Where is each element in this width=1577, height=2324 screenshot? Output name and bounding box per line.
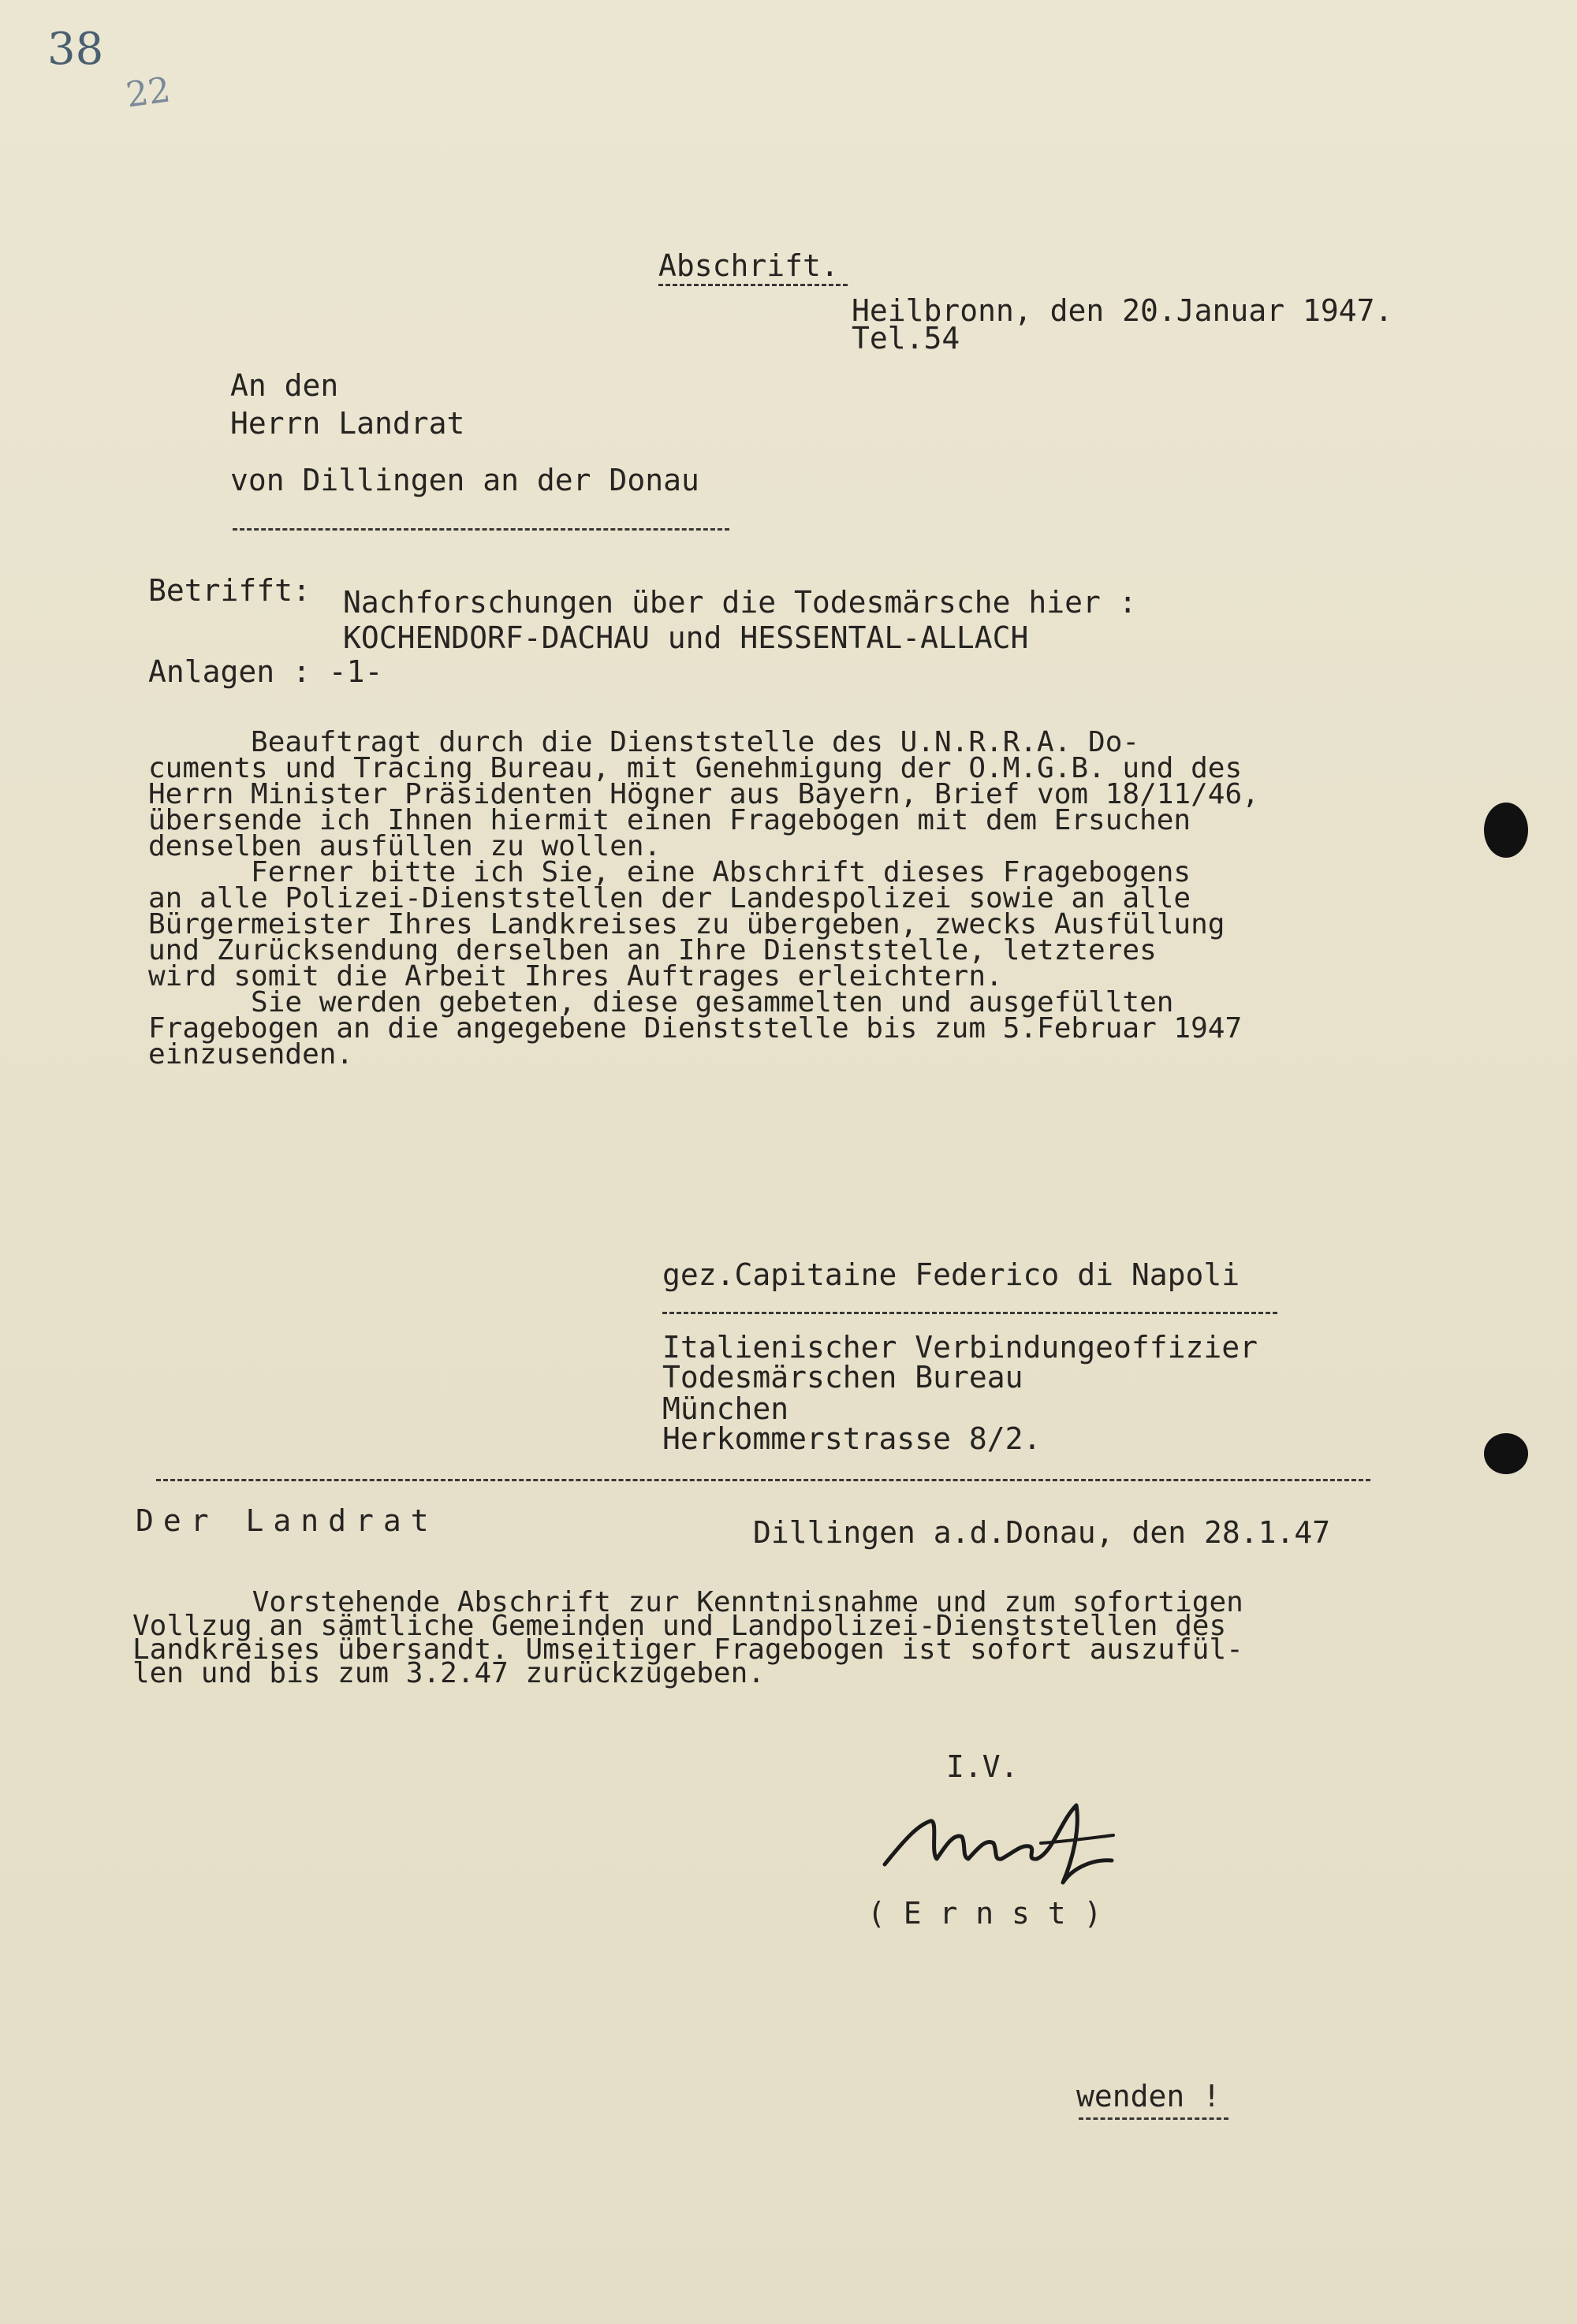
body-line: wird somit die Arbeit Ihres Auftrages erleichtern. bbox=[148, 960, 1003, 993]
section-separator bbox=[156, 1479, 1370, 1481]
body-line: Landkreises übersandt. Umseitiger Fragebogen ist sofort auszufül- bbox=[132, 1633, 1243, 1666]
pencil-mark-annotation: 22 bbox=[123, 69, 173, 116]
letter1-body bbox=[148, 726, 1410, 1071]
signature-line: gez.Capitaine Federico di Napoli bbox=[662, 1257, 1240, 1292]
turn-over-underline bbox=[1079, 2117, 1228, 2120]
recipient-line-2: Herrn Landrat bbox=[230, 406, 465, 441]
body-line: Sie werden gebeten, diese gesammelten und ausgefüllten bbox=[148, 986, 1174, 1019]
sender-title-1: Italienischer Verbindungeoffizier bbox=[662, 1330, 1258, 1365]
body-line: einzusenden. bbox=[148, 1038, 354, 1071]
body-line: Vorstehende Abschrift zur Kenntnisnahme und zum sofortigen bbox=[132, 1586, 1243, 1618]
signatory-name: ( E r n s t ) bbox=[867, 1896, 1102, 1931]
sender-title-2: Todesmärschen Bureau bbox=[662, 1360, 1023, 1395]
body-line: denselben ausfüllen zu wollen. bbox=[148, 830, 662, 862]
letter2-body bbox=[132, 1586, 1426, 1689]
document-heading: Abschrift. bbox=[658, 248, 839, 283]
telephone: Tel.54 bbox=[852, 321, 960, 356]
subject-line-1: Nachforschungen über die Todesmärsche hier : bbox=[343, 585, 1137, 620]
body-line: Bürgermeister Ihres Landkreises zu übergeben, zwecks Ausfüllung bbox=[148, 908, 1225, 940]
body-line: an alle Polizei-Dienststellen der Landespolizei sowie an alle bbox=[148, 882, 1191, 914]
body-line: übersende ich Ihnen hiermit einen Fragebogen mit dem Ersuchen bbox=[148, 804, 1191, 836]
heading-underline bbox=[658, 284, 848, 286]
body-line: und Zurücksendung derselben an Ihre Dienststelle, letzteres bbox=[148, 934, 1157, 966]
body-line: cuments und Tracing Bureau, mit Genehmigung der O.M.G.B. und des bbox=[148, 752, 1243, 784]
subject-label: Betrifft: bbox=[148, 573, 311, 608]
body-line: Ferner bitte ich Sie, eine Abschrift dieses Fragebogens bbox=[148, 856, 1191, 888]
iv-label: I.V. bbox=[946, 1749, 1019, 1784]
turn-over-note: wenden ! bbox=[1076, 2079, 1221, 2114]
recipient-line-1: An den bbox=[230, 368, 339, 403]
punch-hole-top bbox=[1484, 803, 1528, 858]
letter2-sender: Der Landrat bbox=[136, 1503, 438, 1538]
place-date: Heilbronn, den 20.Januar 1947. bbox=[852, 293, 1393, 328]
signature-underline bbox=[662, 1312, 1277, 1314]
recipient-underline bbox=[233, 528, 729, 531]
sender-title-4: Herkommerstrasse 8/2. bbox=[662, 1421, 1042, 1456]
body-line: len und bis zum 3.2.47 zurückzugeben. bbox=[132, 1657, 765, 1689]
sender-title-3: München bbox=[662, 1391, 789, 1426]
subject-line-2: KOCHENDORF-DACHAU und HESSENTAL-ALLACH bbox=[343, 620, 1029, 655]
page-number-annotation: 38 bbox=[47, 24, 104, 75]
attachments: Anlagen : -1- bbox=[148, 654, 383, 689]
body-line: Vollzug an sämtliche Gemeinden und Landpolizei-Dienststellen des bbox=[132, 1610, 1227, 1642]
punch-hole-bottom bbox=[1484, 1433, 1528, 1474]
recipient-line-3: von Dillingen an der Donau bbox=[230, 463, 699, 497]
handwritten-signature bbox=[875, 1790, 1128, 1908]
body-line: Fragebogen an die angegebene Dienststelle bis zum 5.Februar 1947 bbox=[148, 1012, 1243, 1045]
body-line: Beauftragt durch die Dienststelle des U.N.R.R.A. Do- bbox=[148, 726, 1140, 758]
body-line: Herrn Minister Präsidenten Högner aus Bayern, Brief vom 18/11/46, bbox=[148, 778, 1259, 810]
letter2-place-date: Dillingen a.d.Donau, den 28.1.47 bbox=[753, 1515, 1331, 1550]
